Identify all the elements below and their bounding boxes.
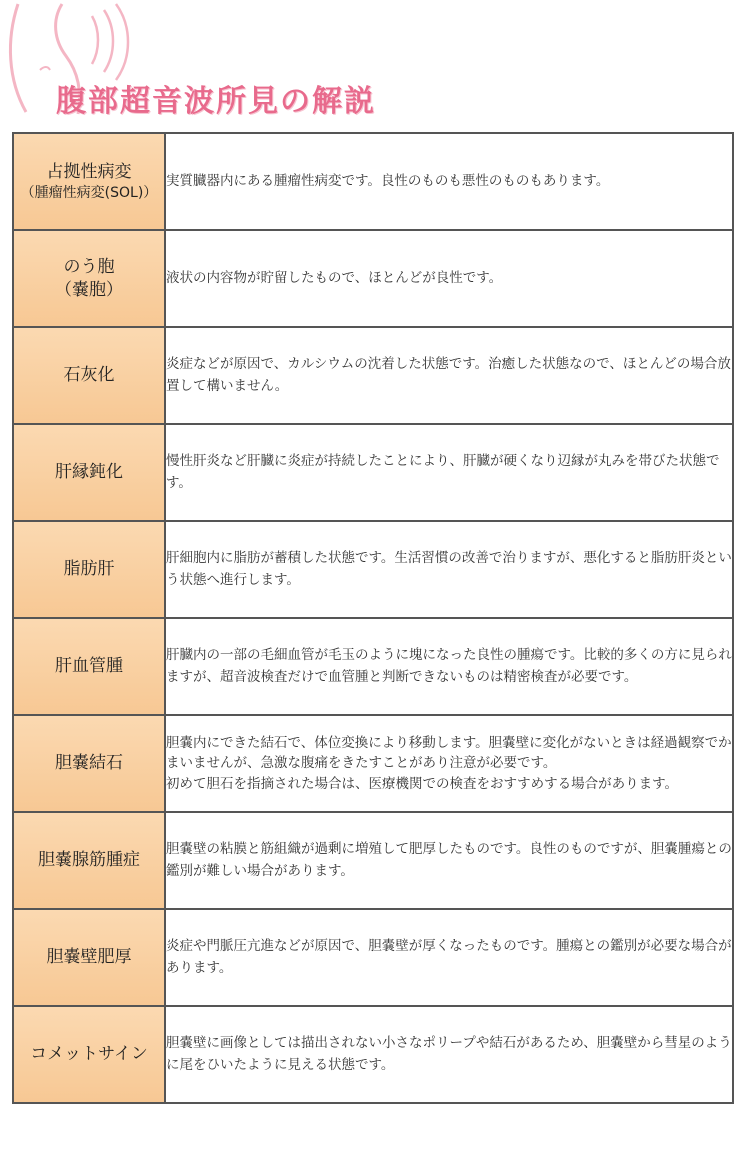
term-sublabel: （嚢胞） [55, 279, 123, 300]
description-cell [165, 521, 733, 618]
description-text: 肝臓内の一部の毛細血管が毛玉のように塊になった良性の腫瘍です。比較的多くの方に見られますが、超音波検査だけで血管腫と判断できないものは精密検査が必要です。 [166, 646, 732, 685]
description-cell [165, 715, 733, 812]
description-cell [165, 1006, 733, 1103]
description-text: 肝細胞内に脂肪が蓄積した状態です。生活習慣の改善で治りますが、悪化すると脂肪肝炎という状態へ進行します。 [166, 549, 732, 588]
description-cell [165, 327, 733, 424]
term-label: 肝縁鈍化 [55, 462, 123, 483]
description-text: 慢性肝炎など肝臓に炎症が持続したことにより、肝臓が硬くなり辺縁が丸みを帯びた状態です。 [166, 452, 720, 491]
term-label: 胆嚢壁肥厚 [46, 947, 132, 968]
term-cell [13, 424, 165, 521]
term-label: のう胞 [63, 256, 115, 277]
term-cell [13, 327, 165, 424]
term-label: 占拠性病変 [46, 161, 132, 182]
table-row [13, 1006, 733, 1103]
term-cell [13, 133, 165, 230]
term-label: 胆嚢結石 [55, 753, 123, 774]
term-label: 肝血管腫 [55, 656, 123, 677]
term-cell [13, 715, 165, 812]
description-cell [165, 424, 733, 521]
table-row [13, 618, 733, 715]
page-title: 腹部超音波所見の解説 [56, 84, 376, 119]
term-label: 胆嚢腺筋腫症 [38, 850, 140, 871]
page-header [0, 0, 750, 130]
description-text: 炎症や門脈圧亢進などが原因で、胆嚢壁が厚くなったものです。腫瘍との鑑別が必要な場合があります。 [166, 937, 732, 976]
table-row [13, 424, 733, 521]
table-row [13, 521, 733, 618]
term-cell [13, 1006, 165, 1103]
description-text: 胆嚢内にできた結石で、体位変換により移動します。胆嚢壁に変化がないときは経過観察でかまいませんが、急激な腹痛をきたすことがあり注意が必要です。 [166, 735, 732, 772]
description-text: 胆嚢壁に画像としては描出されない小さなポリープや結石があるため、胆嚢壁から彗星のように尾をひいたように見える状態です。 [166, 1034, 732, 1073]
description-cell [165, 133, 733, 230]
term-cell [13, 909, 165, 1006]
table-row [13, 715, 733, 812]
term-cell [13, 521, 165, 618]
table-row [13, 133, 733, 230]
term-label: コメットサイン [30, 1044, 148, 1065]
description-text: 初めて胆石を指摘された場合は、医療機関での検査をおすすめする場合があります。 [166, 775, 679, 792]
table-row [13, 909, 733, 1006]
description-text: 実質臓器内にある腫瘤性病変です。良性のものも悪性のものもあります。 [166, 172, 610, 189]
table-row [13, 327, 733, 424]
findings-table [12, 132, 734, 1104]
table-row [13, 812, 733, 909]
term-label: 石灰化 [63, 365, 115, 386]
term-cell [13, 230, 165, 327]
description-cell [165, 618, 733, 715]
term-sublabel: （腫瘤性病変(SOL)） [20, 184, 158, 201]
table-row [13, 230, 733, 327]
description-text: 炎症などが原因で、カルシウムの沈着した状態です。治癒した状態なので、ほとんどの場合放置して構いません。 [166, 355, 731, 394]
description-cell [165, 909, 733, 1006]
description-text: 胆嚢壁の粘膜と筋組織が過剰に増殖して肥厚したものです。良性のものですが、胆嚢腫瘍との鑑別が難しい場合があります。 [166, 840, 732, 879]
term-label: 脂肪肝 [63, 559, 115, 580]
description-cell [165, 812, 733, 909]
term-cell [13, 618, 165, 715]
description-text: 液状の内容物が貯留したもので、ほとんどが良性です。 [166, 269, 503, 286]
description-cell [165, 230, 733, 327]
term-cell [13, 812, 165, 909]
